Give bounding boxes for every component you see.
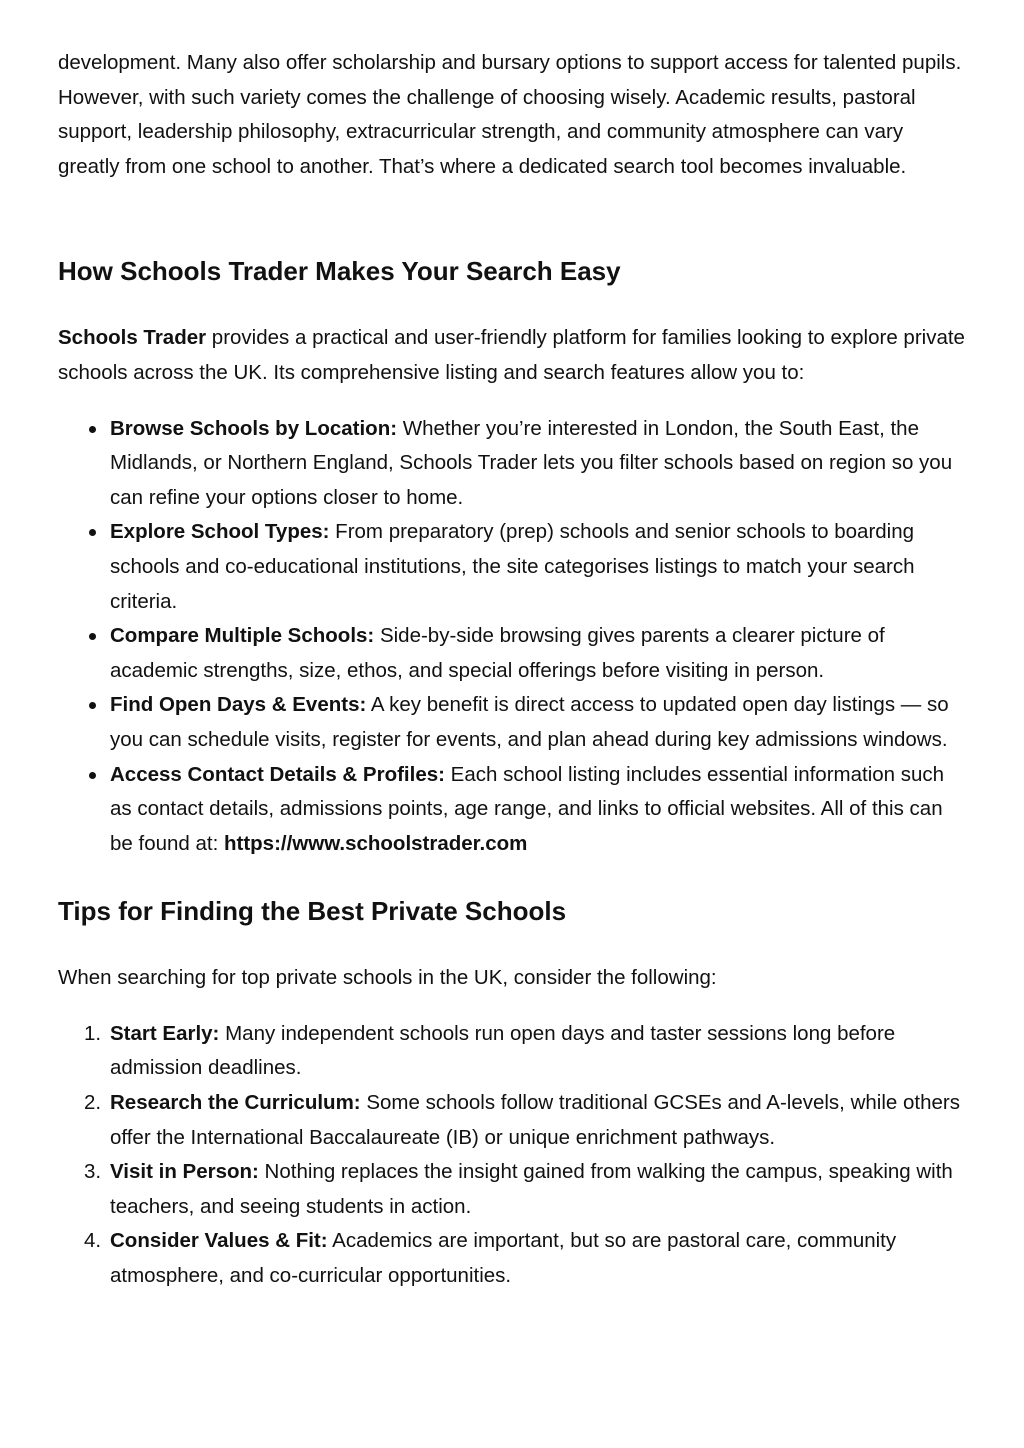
feature-list <box>58 412 968 862</box>
bullet-icon <box>89 529 96 536</box>
feature-title: Find Open Days & Events: <box>110 693 367 717</box>
feature-text: Side-by-side browsing gives parents a clearer picture of academic strengths, size, ethos, and special offerings before visiting in person. <box>110 624 885 682</box>
feature-text: From preparatory (prep) schools and senior schools to boarding schools and co-educational institutions, the site categorises listings to match your search criteria. <box>110 520 915 613</box>
tip-text: Nothing replaces the insight gained from walking the campus, speaking with teachers, and seeing students in action. <box>110 1160 953 1218</box>
search-intro-text: provides a practical and user-friendly platform for families looking to explore private schools across the UK. Its comprehensive listing and search features allow you to: <box>58 326 965 384</box>
section-heading-search: How Schools Trader Makes Your Search Easy <box>58 256 621 287</box>
feature-title: Compare Multiple Schools: <box>110 624 375 648</box>
feature-title: Browse Schools by Location: <box>110 416 398 440</box>
feature-text: A key benefit is direct access to updated open day listings — so you can schedule visits, register for events, and plan ahead during key admissions windows. <box>110 693 949 751</box>
tip-title: Start Early: <box>110 1021 220 1045</box>
tip-item-values <box>84 1224 968 1293</box>
intro-paragraph-2: However, with such variety comes the challenge of choosing wisely. Academic results, pastoral support, leadership philosophy, extracurricular strength, and community atmosphere can vary greatly from one school to another. That’s where a dedicated search tool becomes invaluable. <box>58 85 916 178</box>
feature-item-open-days <box>110 688 968 757</box>
feature-item-types <box>110 515 968 619</box>
section-heading-tips: Tips for Finding the Best Private Schools <box>58 896 567 927</box>
tip-title: Research the Curriculum: <box>110 1091 361 1115</box>
bullet-icon <box>89 772 96 779</box>
tip-number: 2. <box>84 1091 102 1115</box>
tip-number: 1. <box>84 1021 102 1045</box>
tip-number: 3. <box>84 1160 102 1184</box>
tips-intro-paragraph: When searching for top private schools in the UK, consider the following: <box>58 966 717 990</box>
feature-text: Each school listing includes essential information such as contact details, admissions points, age range, and links to official websites. All of this can be found at: <box>110 762 945 855</box>
feature-title: Access Contact Details & Profiles: <box>110 762 445 786</box>
bullet-icon <box>89 426 96 433</box>
brand-name: Schools Trader <box>58 326 207 350</box>
tip-item-curriculum <box>84 1086 968 1155</box>
tip-title: Consider Values & Fit: <box>110 1229 328 1253</box>
bullet-icon <box>89 702 96 709</box>
tip-number: 4. <box>84 1229 102 1253</box>
tip-text: Many independent schools run open days and taster sessions long before admission deadlines. <box>110 1021 896 1080</box>
tips-list <box>58 1017 968 1294</box>
tip-text: Some schools follow traditional GCSEs and A-levels, while others offer the International Baccalaureate (IB) or unique enrichment pathways. <box>110 1091 960 1149</box>
website-link[interactable]: https://www.schoolstrader.com <box>223 831 528 855</box>
feature-item-contact <box>110 758 968 862</box>
tip-item-visit <box>84 1155 968 1224</box>
feature-text: Whether you’re interested in London, the South East, the Midlands, or Northern England, Schools Trader lets you filter schools based on region so you can refine your options closer to home. <box>110 416 953 509</box>
intro-paragraph-1: development. Many also offer scholarship and bursary options to support access for talented pupils. <box>58 51 962 74</box>
feature-item-location <box>110 412 968 516</box>
tip-item-start-early <box>84 1017 968 1086</box>
feature-title: Explore School Types: <box>110 520 330 544</box>
tip-title: Visit in Person: <box>110 1160 259 1184</box>
feature-item-compare <box>110 619 968 688</box>
bullet-icon <box>89 633 96 640</box>
search-intro-paragraph <box>58 321 968 390</box>
tip-text: Academics are important, but so are pastoral care, community atmosphere, and co-curricular opportunities. <box>110 1229 897 1288</box>
